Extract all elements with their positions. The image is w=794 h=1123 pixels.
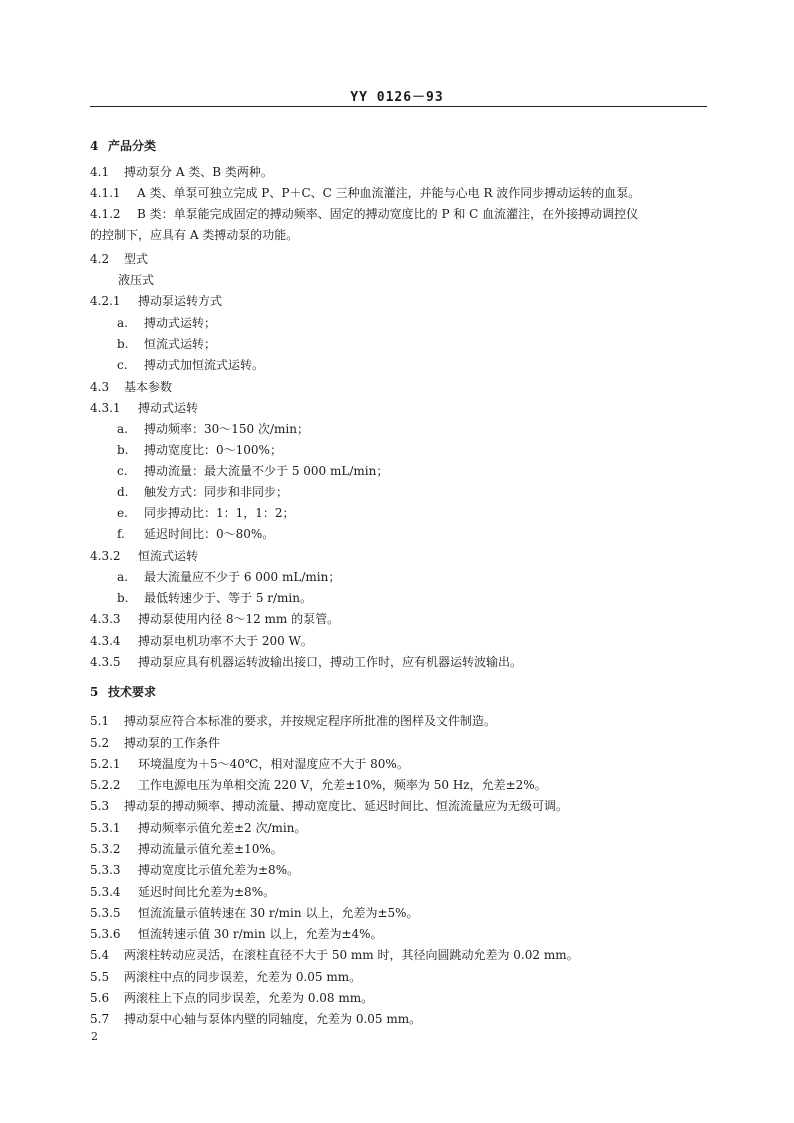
clause-number: 5.2 [90,736,110,750]
clause-number: 5.4 [90,948,110,962]
clause-text: 恒流式运转 [138,549,199,563]
clause-line [90,400,198,416]
clause-line [90,206,638,222]
clause-text: B 类：单泵能完成固定的搏动频率、固定的搏动宽度比的 P 和 C 血流灌注，在外接搏动调控仪 [137,207,639,221]
section-heading [90,138,156,154]
clause-line [90,1011,421,1027]
clause-line [117,315,216,331]
clause-text: 恒流流量示值转速在 30 r/min 以上，允差为±5%。 [138,906,419,920]
clause-text: 搏动宽度比示值允差为±8%。 [138,863,300,877]
clause-line [117,526,274,542]
clause-text: 同步搏动比：1：1，1：2； [144,506,295,520]
clause-number: 4.3 [90,380,110,394]
clause-line [118,272,154,288]
clause-text: 基本参数 [124,380,173,394]
page-number: 2 [91,1030,98,1043]
clause-number: 4.2 [90,252,110,266]
section-heading [90,684,156,700]
clause-line [90,164,273,180]
clause-text: 最低转速少于、等于 5 r/min。 [144,591,312,605]
clause-text: 产品分类 [108,139,157,153]
clause-text: 搏动泵的搏动频率、搏动流量、搏动宽度比、延迟时间比、恒流流量应为无级可调。 [124,799,569,813]
clause-text: 触发方式：同步和非同步； [144,485,289,499]
clause-number: 5.2.1 [90,757,121,771]
clause-number: f. [117,527,125,541]
document-code-header: YY 0126－93 [350,90,444,105]
clause-number: 5.3.3 [90,863,121,877]
clause-number: 5.6 [90,991,110,1005]
clause-text: 工作电源电压为单相交流 220 V，允差±10%，频率为 50 Hz，允差±2%。 [138,778,547,792]
clause-number: 4.1.2 [90,207,121,221]
clause-number: 4.3.2 [90,549,121,563]
clause-text: 搏动泵中心轴与泵体内壁的同轴度，允差为 0.05 mm。 [124,1012,422,1026]
clause-number: 5.1 [90,714,110,728]
clause-number: 5.5 [90,970,110,984]
clause-text: 搏动泵应符合本标准的要求，并按规定程序所批准的图样及文件制造。 [124,714,497,728]
clause-line [90,379,172,395]
clause-line [90,905,419,921]
clause-line [90,884,275,900]
clause-line [90,990,373,1006]
clause-text: 搏动频率：30～150 次/min； [144,422,309,436]
clause-number: 4.1 [90,165,110,179]
clause-line [90,841,283,857]
clause-line [117,484,288,500]
clause-text: 型式 [124,252,149,266]
clause-line [90,251,148,267]
clause-number: c. [117,464,128,478]
clause-text: 搏动流量：最大流量不少于 5 000 mL/min； [144,464,389,478]
clause-line [90,633,313,649]
clause-number: 4.3.4 [90,634,121,648]
clause-line [90,227,298,243]
clause-text: 搏动泵使用内径 8～12 mm 的泵管。 [138,612,340,626]
clause-line [117,505,295,521]
clause-line [90,293,222,309]
clause-line [90,548,198,564]
clause-number: 4 [90,139,99,153]
clause-number: 4.3.3 [90,612,121,626]
clause-line [90,947,579,963]
clause-text: 延迟时间比允差为±8%。 [138,885,276,899]
header-rule [90,106,707,107]
clause-number: e. [117,506,128,520]
clause-number: a. [117,570,128,584]
clause-number: b. [117,443,129,457]
clause-number: 5.3.5 [90,906,121,920]
clause-line [117,421,309,437]
clause-text: 最大流量应不少于 6 000 mL/min； [144,570,341,584]
clause-line [117,569,340,585]
clause-line [90,862,299,878]
clause-text: 搏动泵应具有机器运转波输出接口，搏动工作时，应有机器运转波输出。 [138,655,523,669]
clause-line [90,777,547,793]
clause-number: d. [117,485,129,499]
clause-number: 4.2.1 [90,294,121,308]
clause-number: 4.3.5 [90,655,121,669]
clause-number: a. [117,316,128,330]
clause-number: c. [117,358,128,372]
clause-text: 搏动频率示值允差±2 次/min。 [138,821,307,835]
clause-text: 搏动式运转 [138,401,199,415]
clause-line [90,798,568,814]
clause-text: 搏动式运转； [144,316,217,330]
clause-line [90,185,640,201]
clause-text: 恒流转速示值 30 r/min 以上，允差为±4%。 [138,927,383,941]
clause-text: 技术要求 [108,685,157,699]
clause-text: 搏动泵电机功率不大于 200 W。 [138,634,313,648]
clause-text: A 类、单泵可独立完成 P、P＋C、C 三种血流灌注，并能与心电 R 波作同步搏动运转的血泵。 [137,186,641,200]
clause-line [90,735,220,751]
clause-number: 5 [90,685,99,699]
clause-text: 搏动宽度比：0～100%； [144,443,282,457]
clause-text: 环境温度为＋5～40℃，相对湿度应不大于 80%。 [138,757,409,771]
clause-text: 液压式 [118,273,155,287]
clause-number: 4.3.1 [90,401,121,415]
clause-line [90,654,522,670]
clause-line [90,820,307,836]
clause-number: b. [117,337,129,351]
clause-text: 两滚柱转动应灵活，在滚柱直径不大于 50 mm 时，其径向圆跳动允差为 0.02 mm。 [124,948,579,962]
clause-line [117,442,282,458]
clause-line [117,463,388,479]
clause-number: 5.3.1 [90,821,121,835]
clause-text: 两滚柱上下点的同步误差，允差为 0.08 mm。 [124,991,374,1005]
clause-number: b. [117,591,129,605]
clause-line [117,590,312,606]
clause-number: 5.3.4 [90,885,121,899]
clause-text: 搏动泵的工作条件 [124,736,221,750]
clause-text: 恒流式运转； [144,337,217,351]
clause-text: 搏动式加恒流式运转。 [144,358,265,372]
clause-number: 5.3.6 [90,927,121,941]
clause-number: 5.3.2 [90,842,121,856]
clause-number: a. [117,422,128,436]
clause-text: 两滚柱中点的同步误差，允差为 0.05 mm。 [124,970,362,984]
clause-line [90,969,361,985]
clause-number: 4.1.1 [90,186,121,200]
clause-line [90,713,496,729]
clause-text: 的控制下，应具有 A 类搏动泵的功能。 [90,228,299,242]
clause-line [90,756,409,772]
clause-number: 5.7 [90,1012,110,1026]
clause-number: 5.3 [90,799,110,813]
clause-line [90,926,383,942]
clause-number: 5.2.2 [90,778,121,792]
clause-text: 延迟时间比：0～80%。 [144,527,275,541]
clause-line [90,611,339,627]
clause-text: 搏动泵分 A 类、B 类两种。 [124,165,273,179]
clause-text: 搏动泵运转方式 [138,294,223,308]
clause-line [117,336,216,352]
clause-line [117,357,264,373]
clause-text: 搏动流量示值允差±10%。 [138,842,283,856]
